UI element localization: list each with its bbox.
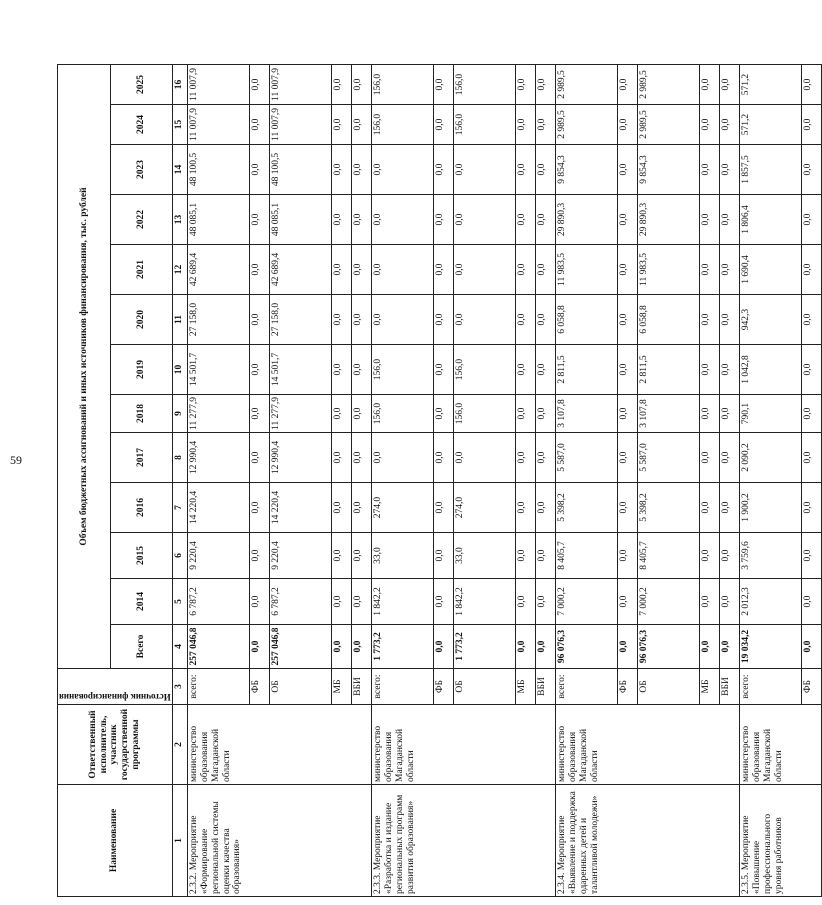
year-value: 0,0 (719, 105, 739, 145)
column-number: 11 (172, 295, 187, 345)
year-value: 7 000,2 (637, 579, 699, 625)
year-value: 0,0 (351, 395, 371, 433)
year-value: 9 854,3 (637, 145, 699, 195)
year-value: 0,0 (331, 579, 351, 625)
funding-source: ФБ (617, 669, 637, 705)
year-value: 0,0 (617, 579, 637, 625)
year-value: 156,0 (453, 345, 515, 395)
page-number: 59 (10, 453, 22, 467)
year-value: 0,0 (699, 433, 719, 483)
year-value: 7 000,2 (555, 579, 617, 625)
funding-source: всего: (555, 669, 617, 705)
year-value: 9 854,3 (555, 145, 617, 195)
year-value: 8 405,7 (637, 533, 699, 579)
year-value: 0,0 (535, 483, 555, 533)
year-value: 571,2 (739, 105, 801, 145)
header-volume: Объем бюджетных ассигнований и иных источников финансирования, тыс. рублей (58, 65, 111, 669)
funding-source: МБ (515, 669, 535, 705)
year-value: 1 042,8 (739, 345, 801, 395)
year-value: 0,0 (617, 433, 637, 483)
year-value: 0,0 (801, 245, 821, 295)
funding-source: ФБ (801, 669, 821, 705)
year-value: 0,0 (433, 295, 453, 345)
year-value: 0,0 (331, 195, 351, 245)
activity-name: 2.3.3. Мероприятие «Разработка и издание региональных программ развития образования» (371, 785, 555, 897)
year-value: 0,0 (331, 105, 351, 145)
activity-name: 2.3.4. Мероприятие «Выявление и поддержка одаренных детей и талантливой молодежи» (555, 785, 739, 897)
year-value: 0,0 (719, 483, 739, 533)
header-year: 2018 (111, 395, 173, 433)
year-value: 0,0 (535, 145, 555, 195)
year-value: 6 058,8 (637, 295, 699, 345)
total-value: 96 076,3 (637, 625, 699, 669)
responsible-executor: министерство образования Магаданской области (371, 705, 555, 785)
year-value: 0,0 (719, 533, 739, 579)
year-value: 0,0 (331, 483, 351, 533)
total-value: 0,0 (331, 625, 351, 669)
year-value: 274,0 (453, 483, 515, 533)
year-value: 2 989,5 (637, 65, 699, 105)
year-value: 156,0 (371, 105, 433, 145)
year-value: 8 405,7 (555, 533, 617, 579)
year-value: 11 007,9 (187, 105, 249, 145)
column-number: 8 (172, 433, 187, 483)
year-value: 0,0 (515, 295, 535, 345)
year-value: 0,0 (433, 395, 453, 433)
year-value: 0,0 (331, 395, 351, 433)
column-number: 3 (172, 669, 187, 705)
year-value: 0,0 (331, 433, 351, 483)
year-value: 0,0 (535, 195, 555, 245)
year-value: 12 990,4 (187, 433, 249, 483)
year-value: 0,0 (535, 65, 555, 105)
total-value: 1 773,2 (371, 625, 433, 669)
year-value: 0,0 (617, 65, 637, 105)
total-value: 96 076,3 (555, 625, 617, 669)
year-value: 0,0 (249, 295, 269, 345)
year-value: 0,0 (433, 245, 453, 295)
year-value: 0,0 (351, 195, 371, 245)
year-value: 0,0 (331, 65, 351, 105)
year-value: 0,0 (699, 105, 719, 145)
year-value: 0,0 (515, 533, 535, 579)
header-source-text: Источник финансирования (59, 692, 171, 702)
year-value: 6 787,2 (187, 579, 249, 625)
year-value: 0,0 (699, 195, 719, 245)
total-value: 0,0 (515, 625, 535, 669)
year-value: 0,0 (719, 295, 739, 345)
year-value: 3 759,6 (739, 533, 801, 579)
year-value: 1 842,2 (453, 579, 515, 625)
column-number: 14 (172, 145, 187, 195)
year-value: 0,0 (515, 145, 535, 195)
table-body (187, 65, 821, 897)
total-value: 0,0 (699, 625, 719, 669)
year-value: 0,0 (453, 433, 515, 483)
total-value: 0,0 (719, 625, 739, 669)
year-value: 0,0 (535, 433, 555, 483)
year-value: 0,0 (719, 65, 739, 105)
year-value: 0,0 (617, 345, 637, 395)
year-value: 0,0 (249, 105, 269, 145)
total-value: 0,0 (801, 625, 821, 669)
year-value: 0,0 (699, 483, 719, 533)
year-value: 27 158,0 (187, 295, 249, 345)
total-value: 0,0 (617, 625, 637, 669)
year-value: 571,2 (739, 65, 801, 105)
year-value: 14 220,4 (187, 483, 249, 533)
year-value: 0,0 (515, 579, 535, 625)
year-value: 0,0 (453, 195, 515, 245)
year-value: 0,0 (351, 245, 371, 295)
funding-source: МБ (699, 669, 719, 705)
year-value: 0,0 (801, 345, 821, 395)
header-name: Наименование (58, 785, 173, 897)
header-year: 2020 (111, 295, 173, 345)
year-value: 0,0 (699, 65, 719, 105)
year-value: 5 398,2 (555, 483, 617, 533)
year-value: 0,0 (535, 245, 555, 295)
year-value: 0,0 (515, 105, 535, 145)
column-number: 7 (172, 483, 187, 533)
year-value: 0,0 (433, 345, 453, 395)
year-value: 33,0 (371, 533, 433, 579)
year-value: 0,0 (699, 533, 719, 579)
funding-source: всего: (371, 669, 433, 705)
year-value: 0,0 (801, 295, 821, 345)
year-value: 0,0 (515, 195, 535, 245)
year-value: 0,0 (351, 295, 371, 345)
year-value: 0,0 (515, 245, 535, 295)
year-value: 1 900,2 (739, 483, 801, 533)
total-value: 257 046,8 (269, 625, 331, 669)
header-year: 2022 (111, 195, 173, 245)
year-value: 942,3 (739, 295, 801, 345)
year-value: 0,0 (719, 145, 739, 195)
year-value: 11 007,9 (269, 65, 331, 105)
table-row (739, 65, 801, 897)
year-value: 0,0 (371, 245, 433, 295)
year-value: 48 085,1 (187, 195, 249, 245)
year-value: 156,0 (371, 345, 433, 395)
year-value: 0,0 (801, 195, 821, 245)
funding-source: ОБ (637, 669, 699, 705)
year-value: 0,0 (801, 145, 821, 195)
year-value: 274,0 (371, 483, 433, 533)
year-value: 790,1 (739, 395, 801, 433)
year-value: 0,0 (331, 345, 351, 395)
year-value: 0,0 (801, 105, 821, 145)
year-value: 0,0 (453, 245, 515, 295)
year-value: 0,0 (617, 295, 637, 345)
year-value: 0,0 (801, 433, 821, 483)
table-row (187, 65, 249, 897)
total-value: 0,0 (433, 625, 453, 669)
responsible-executor: министерство образования Магаданской области (187, 705, 371, 785)
year-value: 0,0 (515, 483, 535, 533)
year-value: 0,0 (249, 533, 269, 579)
year-value: 0,0 (249, 579, 269, 625)
column-number: 16 (172, 65, 187, 105)
year-value: 0,0 (351, 433, 371, 483)
column-number: 2 (172, 705, 187, 785)
year-value: 0,0 (515, 65, 535, 105)
year-value: 0,0 (515, 345, 535, 395)
year-value: 0,0 (617, 533, 637, 579)
total-value: 1 773,2 (453, 625, 515, 669)
year-value: 0,0 (453, 145, 515, 195)
year-value: 0,0 (331, 533, 351, 579)
column-number: 13 (172, 195, 187, 245)
year-value: 2 090,2 (739, 433, 801, 483)
year-value: 5 587,0 (637, 433, 699, 483)
year-value: 33,0 (453, 533, 515, 579)
year-value: 156,0 (371, 395, 433, 433)
year-value: 2 989,5 (555, 105, 617, 145)
year-value: 0,0 (617, 195, 637, 245)
year-value: 2 989,5 (555, 65, 617, 105)
header-year: 2017 (111, 433, 173, 483)
funding-source: ОБ (453, 669, 515, 705)
year-value: 0,0 (699, 295, 719, 345)
year-value: 2 012,3 (739, 579, 801, 625)
year-value: 0,0 (249, 395, 269, 433)
year-value: 0,0 (617, 105, 637, 145)
year-value: 156,0 (453, 65, 515, 105)
year-value: 0,0 (331, 245, 351, 295)
year-value: 0,0 (249, 433, 269, 483)
year-value: 0,0 (617, 145, 637, 195)
year-value: 0,0 (719, 395, 739, 433)
year-value: 0,0 (535, 579, 555, 625)
header-year: 2025 (111, 65, 173, 105)
year-value: 156,0 (371, 65, 433, 105)
year-value: 0,0 (535, 533, 555, 579)
year-value: 14 220,4 (269, 483, 331, 533)
year-value: 12 990,4 (269, 433, 331, 483)
year-value: 0,0 (515, 395, 535, 433)
year-value: 2 811,5 (555, 345, 617, 395)
year-value: 0,0 (699, 145, 719, 195)
year-value: 0,0 (433, 65, 453, 105)
year-value: 0,0 (617, 395, 637, 433)
activity-name: 2.3.5. Мероприятие «Повышение профессионального уровня работников (739, 785, 821, 897)
year-value: 0,0 (351, 579, 371, 625)
year-value: 0,0 (719, 345, 739, 395)
year-value: 0,0 (249, 65, 269, 105)
year-value: 1 857,5 (739, 145, 801, 195)
column-number: 4 (172, 625, 187, 669)
year-value: 0,0 (801, 483, 821, 533)
year-value: 6 058,8 (555, 295, 617, 345)
total-value: 0,0 (351, 625, 371, 669)
funding-source: ВБИ (351, 669, 371, 705)
year-value: 11 983,5 (555, 245, 617, 295)
header-year: 2014 (111, 579, 173, 625)
funding-source: всего: (739, 669, 801, 705)
year-value: 0,0 (699, 579, 719, 625)
year-value: 0,0 (351, 105, 371, 145)
year-value: 27 158,0 (269, 295, 331, 345)
total-value: 0,0 (249, 625, 269, 669)
responsible-executor: министерство образования Магаданской области (555, 705, 739, 785)
year-value: 156,0 (453, 395, 515, 433)
year-value: 11 007,9 (187, 65, 249, 105)
table-row (371, 65, 433, 897)
year-value: 9 220,4 (187, 533, 249, 579)
year-value: 11 277,9 (187, 395, 249, 433)
year-value: 29 890,3 (637, 195, 699, 245)
year-value: 5 587,0 (555, 433, 617, 483)
year-value: 48 100,5 (269, 145, 331, 195)
funding-source: ФБ (249, 669, 269, 705)
year-value: 3 107,8 (637, 395, 699, 433)
year-value: 156,0 (453, 105, 515, 145)
year-value: 0,0 (801, 533, 821, 579)
year-value: 0,0 (351, 345, 371, 395)
year-value: 0,0 (719, 433, 739, 483)
header-year: 2024 (111, 105, 173, 145)
year-value: 0,0 (371, 295, 433, 345)
year-value: 42 689,4 (187, 245, 249, 295)
funding-source: всего: (187, 669, 249, 705)
funding-source: ВБИ (535, 669, 555, 705)
year-value: 14 501,7 (269, 345, 331, 395)
table-row (555, 65, 617, 897)
year-value: 0,0 (249, 483, 269, 533)
header-year: 2023 (111, 145, 173, 195)
year-value: 0,0 (371, 195, 433, 245)
total-value: 0,0 (535, 625, 555, 669)
header-total: Всего (111, 625, 173, 669)
year-value: 0,0 (699, 245, 719, 295)
year-value: 0,0 (433, 483, 453, 533)
year-value: 0,0 (535, 345, 555, 395)
funding-source: ОБ (269, 669, 331, 705)
column-number: 6 (172, 533, 187, 579)
year-value: 11 007,9 (269, 105, 331, 145)
year-value: 0,0 (249, 145, 269, 195)
year-value: 0,0 (801, 395, 821, 433)
year-value: 2 989,5 (637, 105, 699, 145)
year-value: 0,0 (433, 105, 453, 145)
year-value: 1 842,2 (371, 579, 433, 625)
funding-source: ФБ (433, 669, 453, 705)
year-value: 0,0 (617, 483, 637, 533)
year-value: 29 890,3 (555, 195, 617, 245)
year-value: 0,0 (249, 345, 269, 395)
year-value: 0,0 (453, 295, 515, 345)
year-value: 14 501,7 (187, 345, 249, 395)
year-value: 0,0 (617, 245, 637, 295)
funding-source: ВБИ (719, 669, 739, 705)
responsible-executor: министерство образования Магаданской области (739, 705, 821, 785)
header-year: 2016 (111, 483, 173, 533)
column-number: 9 (172, 395, 187, 433)
year-value: 0,0 (351, 483, 371, 533)
column-number: 10 (172, 345, 187, 395)
year-value: 0,0 (535, 295, 555, 345)
year-value: 0,0 (433, 145, 453, 195)
year-value: 0,0 (719, 579, 739, 625)
header-source (58, 669, 173, 705)
year-value: 11 983,5 (637, 245, 699, 295)
year-value: 0,0 (699, 395, 719, 433)
year-value: 11 277,9 (269, 395, 331, 433)
year-value: 0,0 (351, 145, 371, 195)
activity-name: 2.3.2. Мероприятие «Формирование региональной системы оценки качества образования» (187, 785, 371, 897)
year-value: 0,0 (433, 533, 453, 579)
funding-source: МБ (331, 669, 351, 705)
header-responsible: Ответственный исполнитель, участник государственной программы (58, 705, 173, 785)
column-number: 15 (172, 105, 187, 145)
year-value: 0,0 (433, 579, 453, 625)
header-year: 2015 (111, 533, 173, 579)
year-value: 0,0 (719, 195, 739, 245)
year-value: 0,0 (371, 433, 433, 483)
column-number: 12 (172, 245, 187, 295)
year-value: 0,0 (719, 245, 739, 295)
year-value: 9 220,4 (269, 533, 331, 579)
year-value: 1 690,4 (739, 245, 801, 295)
year-value: 5 398,2 (637, 483, 699, 533)
column-number: 5 (172, 579, 187, 625)
year-value: 0,0 (515, 433, 535, 483)
year-value: 0,0 (249, 245, 269, 295)
year-value: 1 806,4 (739, 195, 801, 245)
year-value: 2 811,5 (637, 345, 699, 395)
year-value: 6 787,2 (269, 579, 331, 625)
year-value: 0,0 (433, 195, 453, 245)
year-value: 0,0 (433, 433, 453, 483)
year-value: 0,0 (351, 533, 371, 579)
year-value: 0,0 (331, 295, 351, 345)
year-value: 48 100,5 (187, 145, 249, 195)
year-value: 48 085,1 (269, 195, 331, 245)
header-year: 2021 (111, 245, 173, 295)
year-value: 0,0 (801, 579, 821, 625)
year-value: 42 689,4 (269, 245, 331, 295)
total-value: 257 046,8 (187, 625, 249, 669)
year-value: 3 107,8 (555, 395, 617, 433)
year-value: 0,0 (535, 105, 555, 145)
year-value: 0,0 (249, 195, 269, 245)
year-value: 0,0 (351, 65, 371, 105)
total-value: 19 034,2 (739, 625, 801, 669)
column-number: 1 (172, 785, 187, 897)
year-value: 0,0 (535, 395, 555, 433)
year-value: 0,0 (331, 145, 351, 195)
year-value: 0,0 (371, 145, 433, 195)
header-year: 2019 (111, 345, 173, 395)
year-value: 0,0 (801, 65, 821, 105)
financing-table (57, 64, 822, 897)
year-value: 0,0 (699, 345, 719, 395)
